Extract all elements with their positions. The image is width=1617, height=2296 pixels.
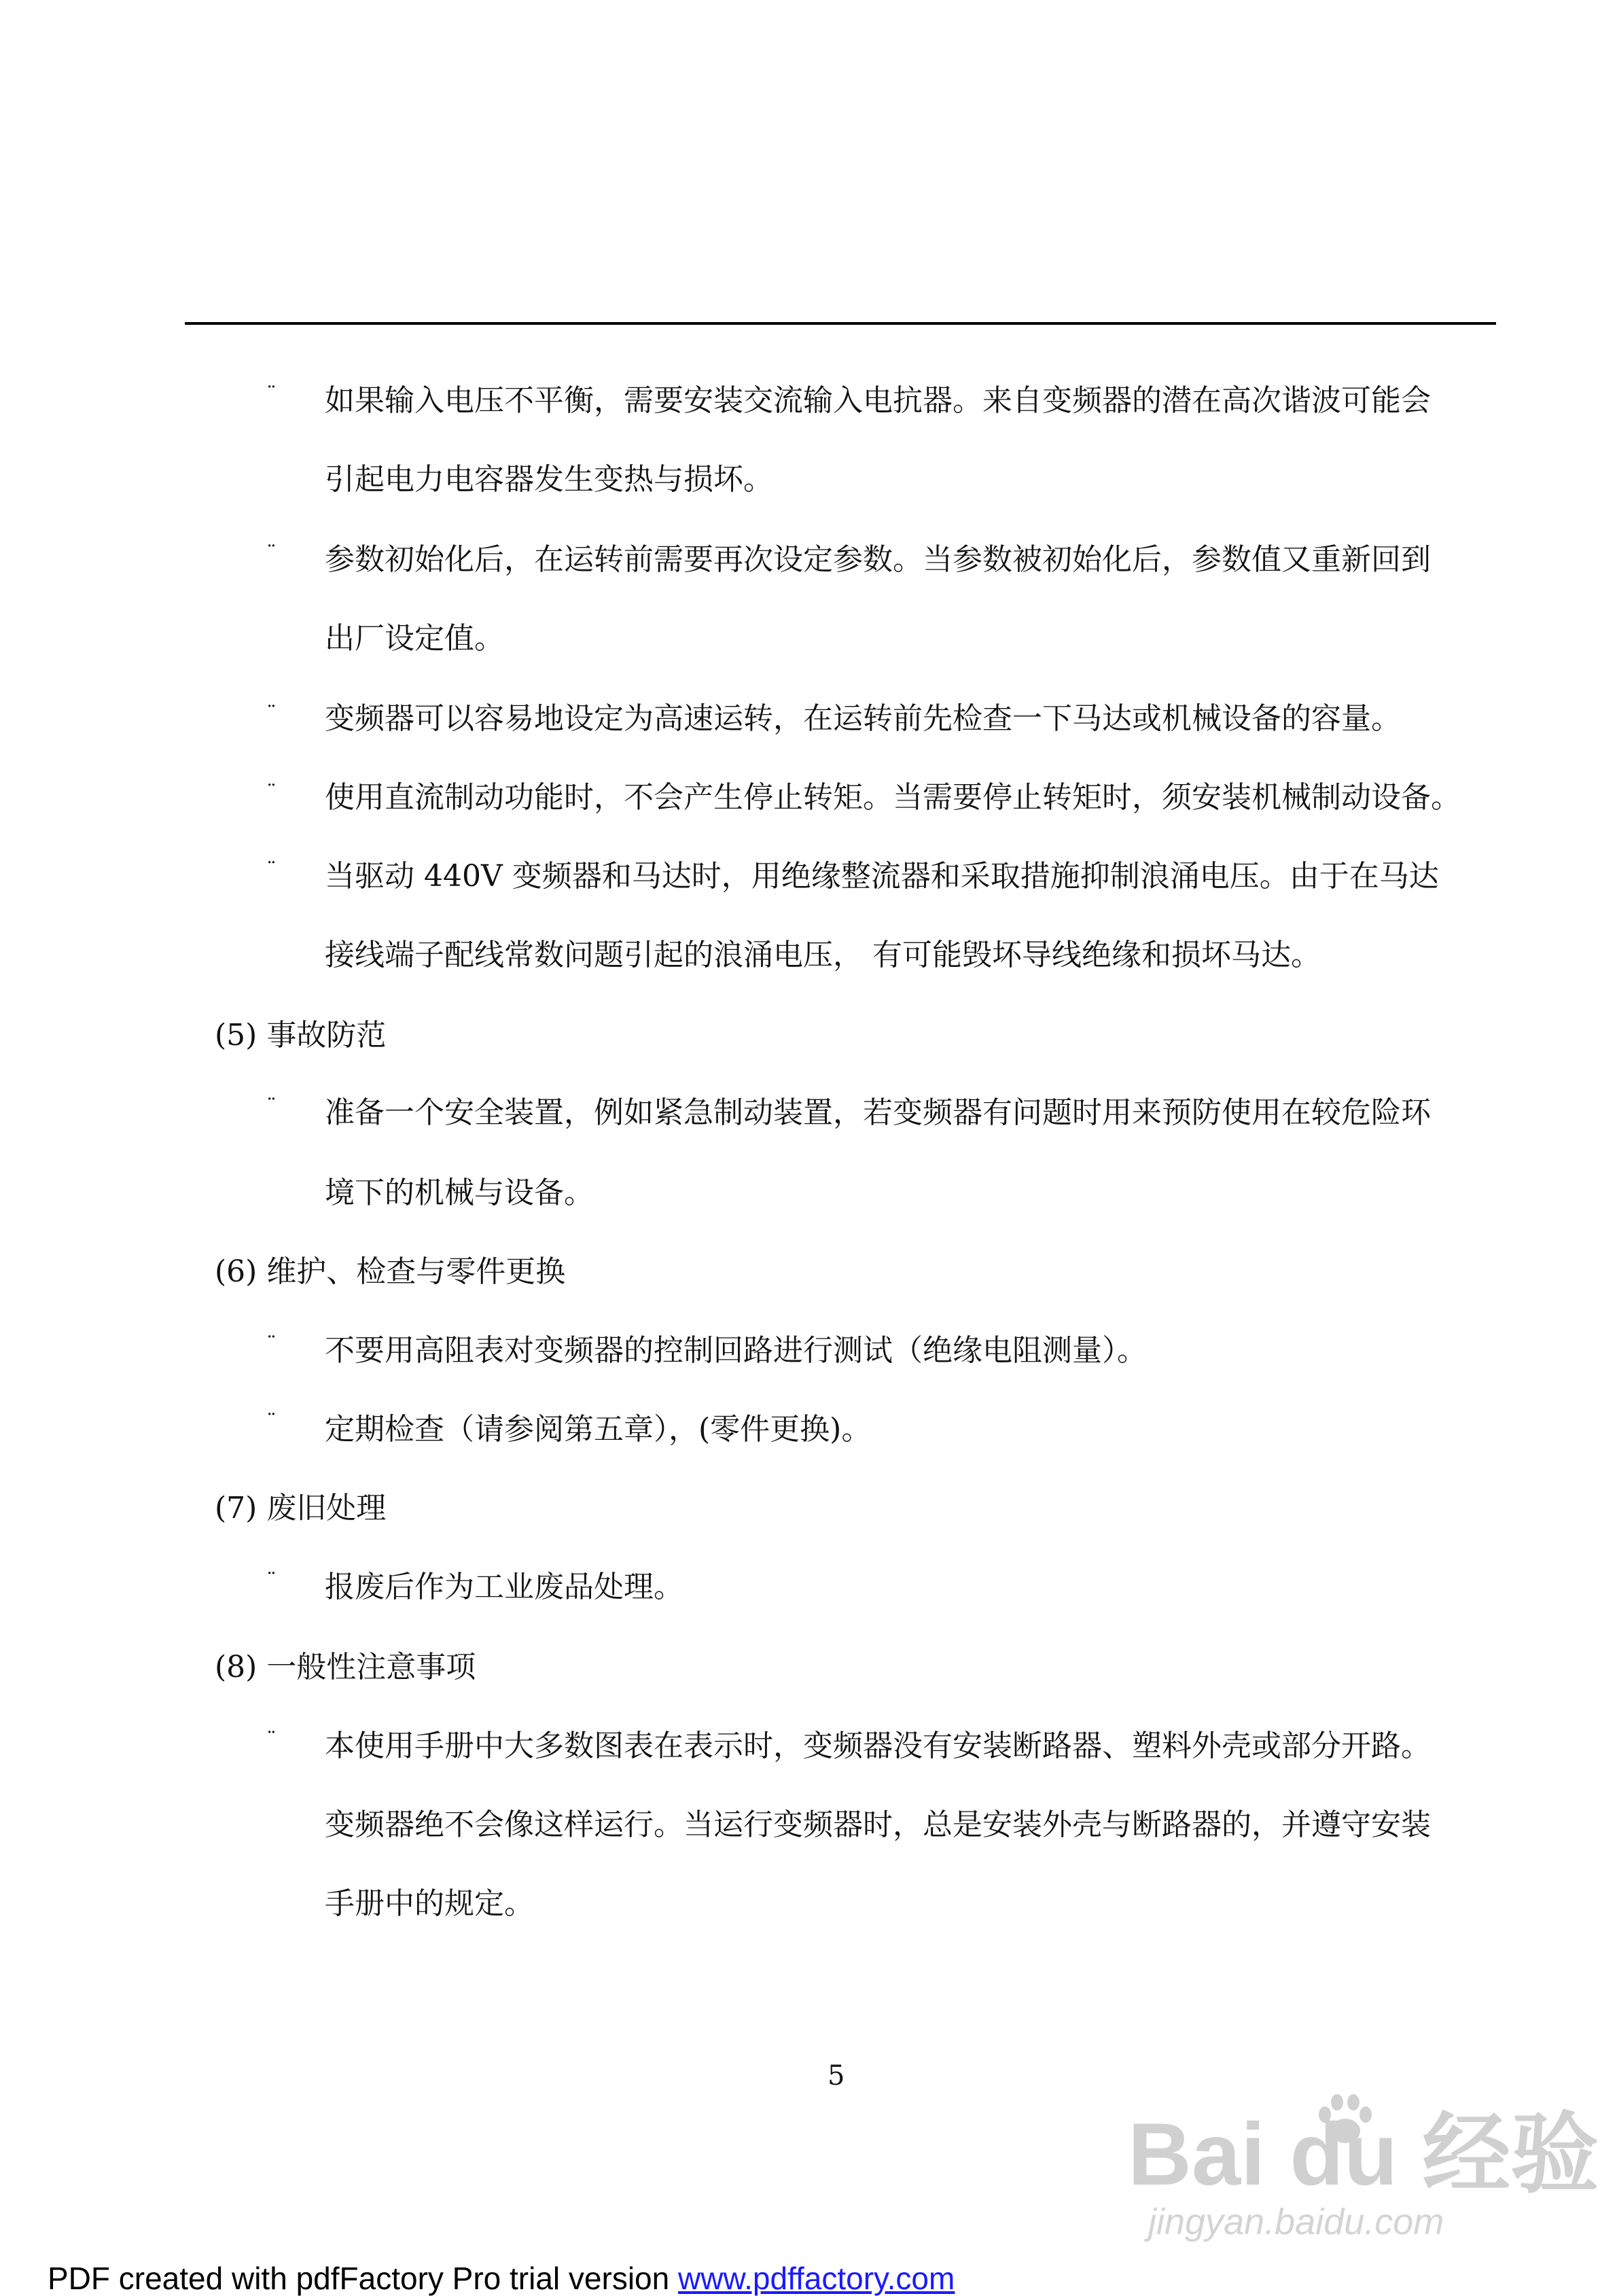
footer-text: PDF created with pdfFactory Pro trial version (48, 2261, 678, 2296)
body-line: 参数初始化后，在运转前需要再次设定参数。当参数被初始化后，参数值又重新回到 (325, 542, 1431, 577)
bullet-marker: ¨ (266, 1410, 278, 1434)
body-line: 定期检查（请参阅第五章），(零件更换)。 (325, 1412, 872, 1447)
bullet-marker: ¨ (266, 1728, 278, 1752)
pdf-footer (48, 2261, 955, 2295)
body-line: 引起电力电容器发生变热与损坏。 (325, 462, 773, 497)
bullet-marker: ¨ (266, 858, 278, 882)
page-number: 5 (828, 2060, 845, 2091)
bullet-marker: ¨ (266, 542, 278, 565)
body-line: 出厂设定值。 (325, 621, 504, 656)
section-heading: (7) 废旧处理 (215, 1491, 387, 1525)
body-line: 接线端子配线常数问题引起的浪涌电压， 有可能毁坏导线绝缘和损坏马达。 (325, 938, 1321, 972)
bullet-marker: ¨ (266, 1332, 278, 1356)
footer-link[interactable]: www.pdffactory.com (678, 2261, 955, 2296)
body-line: 不要用高阻表对变频器的控制回路进行测试（绝缘电阻测量）。 (325, 1333, 1147, 1368)
body-line: 当驱动 440V 变频器和马达时，用绝缘整流器和采取措施抑制浪涌电压。由于在马达 (325, 859, 1439, 894)
header-rule (185, 322, 1496, 325)
watermark-logo-text: Bai du 经验 (1128, 2104, 1599, 2204)
bullet-marker: ¨ (266, 702, 278, 726)
body-line: 报废后作为工业废品处理。 (325, 1570, 683, 1604)
section-heading: (5) 事故防范 (215, 1018, 387, 1053)
body-line: 如果输入电压不平衡，需要安装交流输入电抗器。来自变频器的潜在高次谐波可能会 (325, 383, 1431, 418)
bullet-marker: ¨ (266, 1095, 278, 1118)
body-line: 变频器可以容易地设定为高速运转，在运转前先检查一下马达或机械设备的容量。 (325, 701, 1401, 736)
body-line: 准备一个安全装置，例如紧急制动装置，若变频器有问题时用来预防使用在较危险环 (325, 1095, 1431, 1130)
section-heading: (6) 维护、检查与零件更换 (215, 1254, 566, 1289)
body-line: 变频器绝不会像这样运行。当运行变频器时，总是安装外壳与断路器的，并遵守安装 (325, 1807, 1431, 1842)
baidu-watermark (1128, 2093, 1599, 2249)
body-line: 手册中的规定。 (325, 1886, 534, 1921)
body-line: 本使用手册中大多数图表在表示时，变频器没有安装断路器、塑料外壳或部分开路。 (325, 1729, 1431, 1763)
watermark-url: jingyan.baidu.com (1148, 2202, 1444, 2242)
body-line: 使用直流制动功能时，不会产生停止转矩。当需要停止转矩时，须安装机械制动设备。 (325, 780, 1461, 815)
body-line: 境下的机械与设备。 (325, 1176, 594, 1210)
section-heading: (8) 一般性注意事项 (215, 1650, 476, 1684)
bullet-marker: ¨ (266, 1569, 278, 1593)
bullet-marker: ¨ (266, 781, 278, 805)
bullet-marker: ¨ (266, 383, 278, 406)
